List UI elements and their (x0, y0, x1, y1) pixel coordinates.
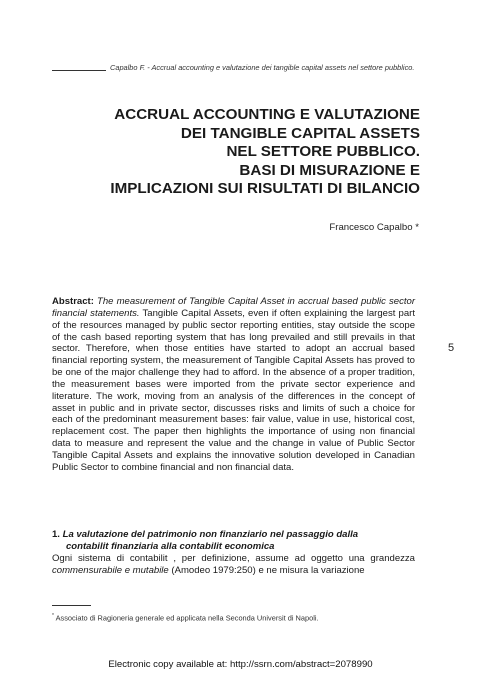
title-line: DEI TANGIBLE CAPITAL ASSETS (180, 124, 420, 142)
section-body-italic: commensurabile e mutabile (52, 564, 169, 576)
paper-title (52, 106, 420, 199)
running-head: Capalbo F. - Accrual accounting e valutazione dei tangible capital assets nel settore pubblico. (110, 63, 415, 72)
footnote-marker: * (52, 613, 54, 619)
section-number: 1. (52, 529, 60, 540)
abstract-body: Tangible Capital Assets, even if often explaining the largest part of the resources managed by public sector reporting entities, stay outside the scope of the cash based reporting system that has long prevailed and still prevails in that sector. Therefore, when those entities have started to adopt an accrual based financial reporting system, the measurement of Tangible Capital Assets has proved to be one of the major challenge they had to afford. In the absence of a proper tradition, the measurement bases were imported from the private sector experience and literature. The work, moving from an analysis of the differences in the concept of asset in public and in private sector, discusses risks and limits of such a choice for each of the predominant measurement bases: fair value, value in use, historical cost, replacement cost. The paper then highlights the importance of using non financial data to measure and represent the value and the change in value of Public Sector Tangible Capital Assets and explains the innovative solution developed in Canadian Public Sector to combine financial and non financial data. (52, 307, 415, 473)
title-line: ACCRUAL ACCOUNTING E VALUTAZIONE (114, 106, 420, 123)
title-line: IMPLICAZIONI SUI RISULTATI DI BILANCIO (110, 180, 420, 198)
section-heading (52, 529, 415, 553)
abstract-label: Abstract: (52, 296, 94, 307)
section-1 (52, 529, 415, 576)
abstract-italic-title: The measurement of Tangible Capital Asset in accrual based public sector financial statements. (52, 296, 415, 319)
section-heading-line1: La valutazione del patrimonio non finanziario nel passaggio dalla (62, 529, 359, 540)
section-heading-line2: contabilit finanziaria alla contabilit economica (66, 540, 275, 552)
title-line: NEL SETTORE PUBBLICO. (226, 143, 420, 161)
section-body-start: Ogni sistema di contabilit , per definizione, assume ad oggetto una grandezza (52, 552, 415, 564)
footnote-rule (52, 605, 91, 606)
footnote-text: Associato di Ragioneria generale ed applicata nella Seconda Universit di Napoli. (55, 613, 319, 623)
electronic-copy-notice: Electronic copy available at: http://ssrn.com/abstract=2078990 (108, 659, 373, 670)
title-line: BASI DI MISURAZIONE E (239, 161, 420, 179)
header-rule (52, 70, 106, 71)
abstract (52, 296, 415, 474)
author-name: Francesco Capalbo * (329, 222, 419, 233)
section-body (52, 553, 415, 577)
section-body-end: (Amodeo 1979:250) e ne misura la variazione (171, 564, 365, 576)
footnote (52, 613, 415, 622)
page-number: 5 (448, 342, 455, 354)
